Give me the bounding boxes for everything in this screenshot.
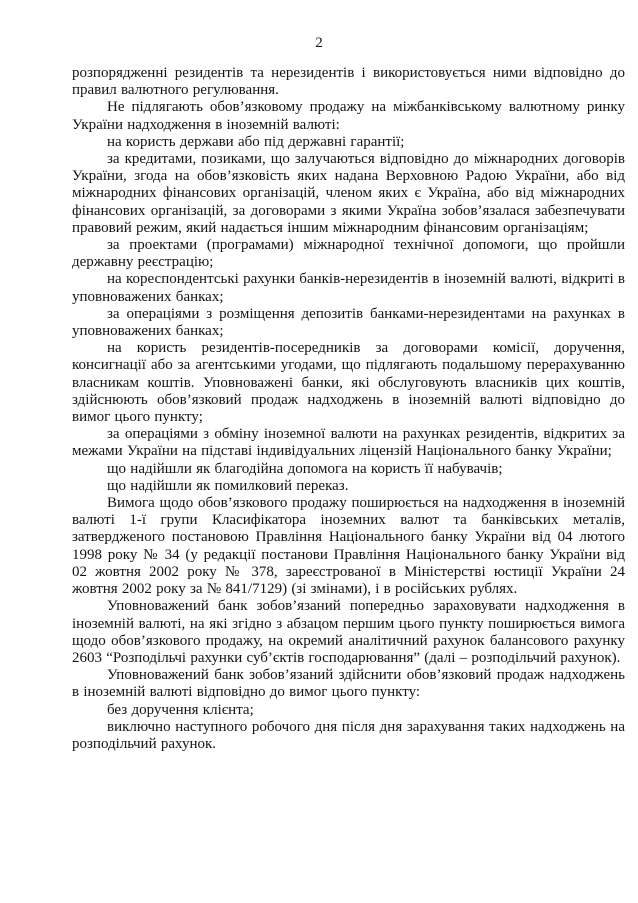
paragraph: на кореспондентські рахунки банків-нерезидентів в іноземній валюті, відкриті в уповноважених банках; bbox=[72, 271, 625, 305]
paragraph: виключно наступного робочого дня після дня зарахування таких надходжень на розподільчий рахунок. bbox=[72, 718, 625, 752]
paragraph: Вимога щодо обов’язкового продажу поширюється на надходження в іноземній валюті 1-ї групи Класифікатора іноземних валют та банківських металів, затвердженого постановою Правління Національного банку України від 04 лютого 1998 року № 34 (у редакції постанови Правління Національного банку України від 02 жовтня 2002 року № 378, зареєстрованої в Міністерстві юстиції України 24 жовтня 2002 року за № 841/7129) (зі змінами), і в російських рублях. bbox=[72, 495, 625, 598]
paragraph: Уповноважений банк зобов’язаний здійснити обов’язковий продаж надходжень в іноземній валюті відповідно до вимог цього пункту: bbox=[72, 667, 625, 701]
paragraph: на користь резидентів-посередників за договорами комісії, доручення, консигнації або за агентськими угодами, що підлягають подальшому перерахуванню власникам коштів. Уповноважені банки, які обслуговують власників цих коштів, здійснюють обов’язковий продаж надходжень в іноземній валюті відповідно до вимог цього пункту; bbox=[72, 340, 625, 426]
paragraph: за операціями з розміщення депозитів банками-нерезидентами на рахунках в уповноважених банках; bbox=[72, 305, 625, 340]
paragraph: за проектами (програмами) міжнародної технічної допомоги, що пройшли державну реєстрацію; bbox=[72, 237, 625, 271]
paragraph: на користь держави або під державні гарантії; bbox=[107, 133, 405, 150]
paragraph: за операціями з обміну іноземної валюти на рахунках резидентів, відкритих за межами України на підставі індивідуальних ліцензій Національного банку України; bbox=[72, 426, 625, 460]
paragraph: без доручення клієнта; bbox=[107, 701, 254, 718]
paragraph: що надійшли як помилковий переказ. bbox=[107, 477, 349, 494]
document-body bbox=[72, 65, 625, 753]
page-number: 2 bbox=[315, 35, 323, 51]
paragraph: розпорядженні резидентів та нерезидентів і використовується ними відповідно до правил валютного регулювання. bbox=[72, 65, 625, 99]
paragraph: за кредитами, позиками, що залучаються відповідно до міжнародних договорів України, згода на обов’язковість яких надана Верховною Радою України, або від міжнародних фінансових організацій, членом яких є Україна, або від міжнародних фінансових організацій, за договорами з якими Україна зобов’язалася забезпечувати правовий режим, який надається іншим міжнародним фінансовим організаціям; bbox=[72, 151, 625, 236]
paragraph: Уповноважений банк зобов’язаний попередньо зараховувати надходження в іноземній валюті, на які згідно з абзацом першим цього пункту поширюється вимога щодо обов’язкового продажу, на окремий аналітичний рахунок балансового рахунку 2603 “Розподільчі рахунки суб’єктів господарювання” (далі – розподільчий рахунок). bbox=[72, 598, 625, 666]
paragraph: Не підлягають обов’язковому продажу на міжбанківському валютному ринку України надходження в іноземній валюті: bbox=[72, 99, 625, 133]
paragraph: що надійшли як благодійна допомога на користь її набувачів; bbox=[107, 460, 503, 477]
